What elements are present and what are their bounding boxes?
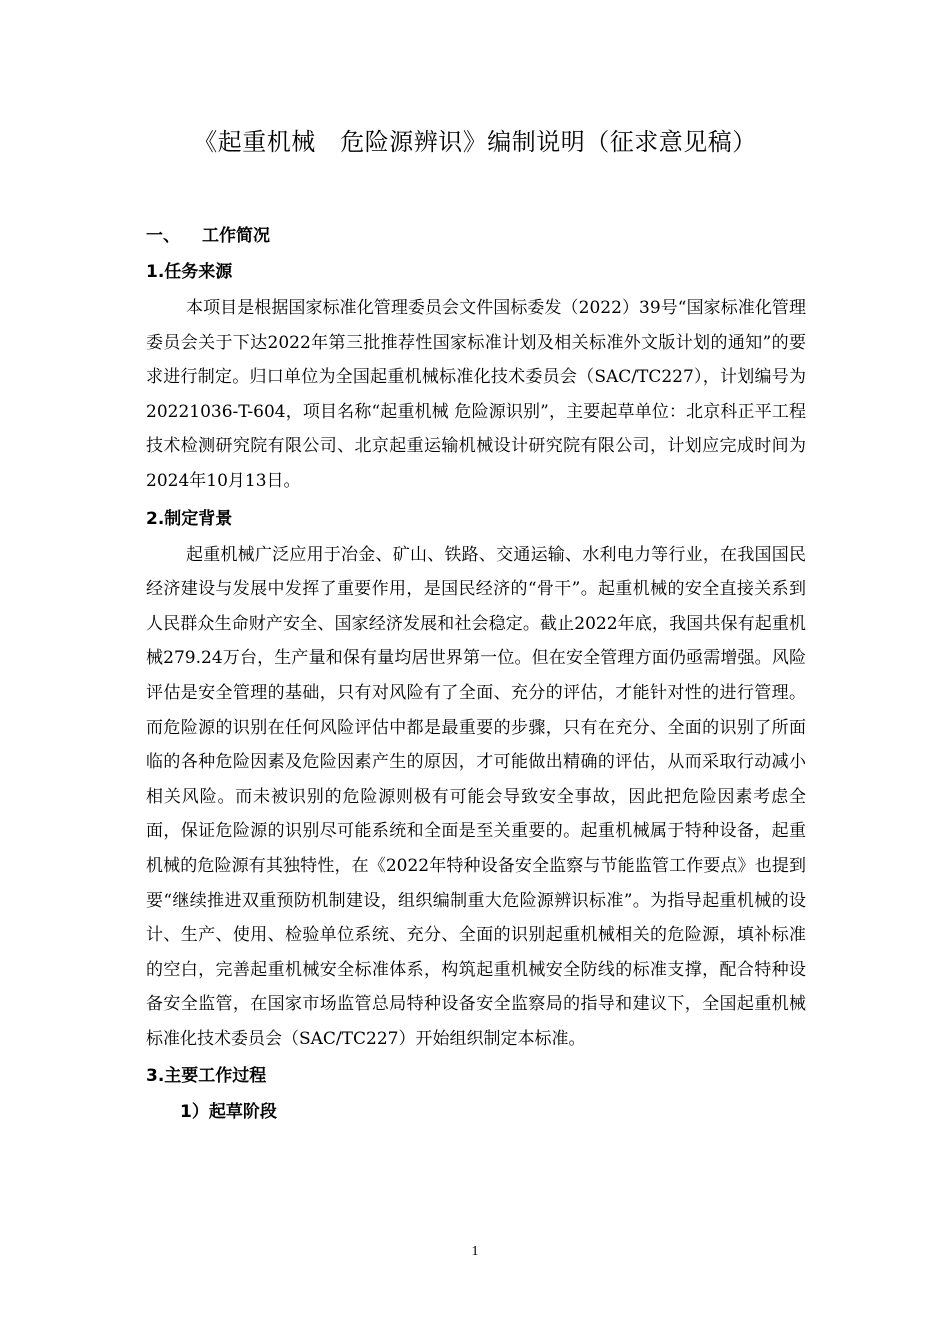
section-heading-text: 工作简况: [202, 226, 270, 246]
document-title: 《起重机械 危险源辨识》编制说明（征求意见稿）: [193, 128, 757, 156]
section-number: 一、: [146, 226, 180, 246]
subsection-heading-work-process: 3.主要工作过程: [146, 1066, 267, 1087]
paragraph-background: 起重机械广泛应用于冶金、矿山、铁路、交通运输、水利电力等行业，在我国国民经济建设与发展中发挥了重要作用，是国民经济的“骨干”。起重机械的安全直接关系到人民群众生命财产安全、国家经济发展和社会稳定。截止2022年底，我国共保有起重机械279.24万台，生产量和保有量均居世界第一位。但在安全管理方面仍亟需增强。风险评估是安全管理的基础，只有对风险有了全面、充分的评估，才能针对性的进行管理。而危险源的识别在任何风险评估中都是最重要的步骤，只有在充分、全面的识别了所面临的各种危险因素及危险因素产生的原因，才可能做出精确的评估，从而采取行动减小相关风险。而未被识别的危险源则极有可能会导致安全事故，因此把危险因素考虑全面，保证危险源的识别尽可能系统和全面是至关重要的。起重机械属于特种设备，起重机械的危险源有其独特性，在《2022年特种设备安全监察与节能监管工作要点》也提到要“继续推进双重预防机制建设，组织编制重大危险源辨识标准”。为指导起重机械的设计、生产、使用、检验单位系统、充分、全面的识别起重机械相关的危险源，填补标准的空白，完善起重机械安全标准体系，构筑起重机械安全防线的标准支撑，配合特种设备安全监管，在国家市场监管总局特种设备安全监察局的指导和建议下，全国起重机械标准化技术委员会（SAC/TC227）开始组织制定本标准。: [146, 544, 806, 1049]
paragraph-task-source: 本项目是根据国家标准化管理委员会文件国标委发（2022）39号“国家标准化管理委员会关于下达2022年第三批推荐性国家标准计划及相关标准外文版计划的通知”的要求进行制定。归口单位为全国起重机械标准化技术委员会（SAC/TC227），计划编号为20221036-T-604，项目名称“起重机械 危险源识别”，主要起草单位：北京科正平工程技术检测研究院有限公司、北京起重运输机械设计研究院有限公司，计划应完成时间为2024年10月13日。: [146, 298, 806, 491]
subsection-heading-task-source: 1.任务来源: [146, 262, 233, 282]
page-number: 1: [471, 1244, 479, 1259]
document-body: [146, 218, 806, 1130]
section-heading-work-overview: [146, 218, 806, 254]
subsubsection-heading-drafting-stage: 1）起草阶段: [180, 1102, 277, 1123]
subsection-heading-background: 2.制定背景: [146, 508, 233, 529]
